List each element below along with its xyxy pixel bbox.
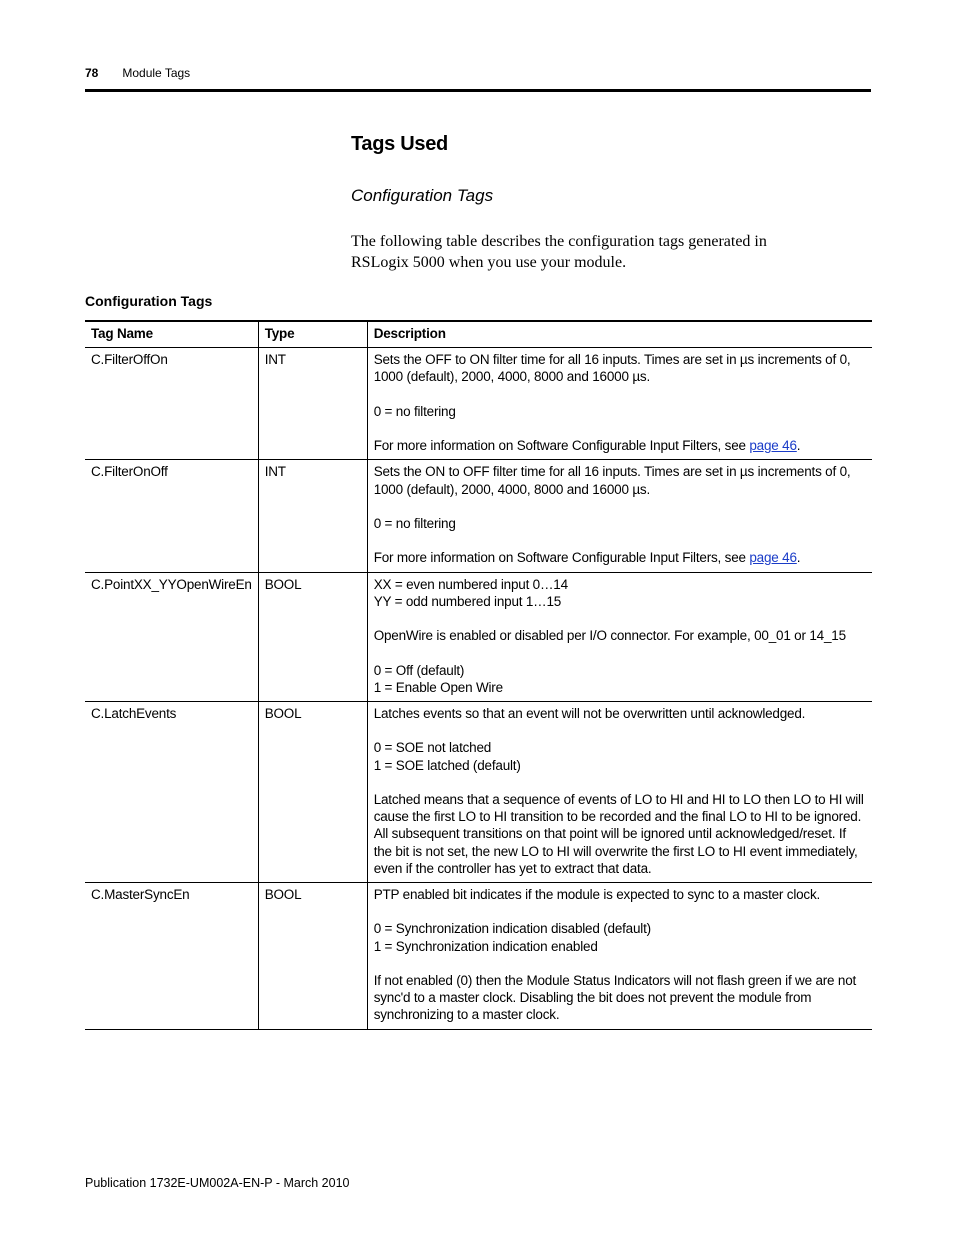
description-text: 0 = no filtering xyxy=(373,403,456,419)
tag-name-cell: C.MasterSyncEn xyxy=(91,886,190,902)
header-description: Description xyxy=(367,321,872,348)
page-link[interactable]: page 46 xyxy=(749,438,797,454)
type-cell: BOOL xyxy=(258,882,367,1029)
table-row xyxy=(85,701,872,882)
page-title: Tags Used xyxy=(351,133,448,155)
description-text: OpenWire is enabled or disabled per I/O connector. For example, 00_01 or 14_15 xyxy=(373,628,846,644)
tag-name-cell: C.FilterOnOff xyxy=(91,464,168,480)
header-tag-name: Tag Name xyxy=(91,326,153,341)
description-text: For more information on Software Configurable Input Filters, see page 46. xyxy=(373,438,801,454)
description-text: XX = even numbered input 0…14 YY = odd numbered input 1…15 xyxy=(373,576,568,609)
type-cell: INT xyxy=(258,348,367,460)
description-text: Latches events so that an event will not be overwritten until acknowledged. xyxy=(373,705,806,721)
page-link[interactable]: page 46 xyxy=(749,550,797,566)
type-cell: INT xyxy=(258,460,367,572)
description-text: 0 = Off (default) 1 = Enable Open Wire xyxy=(373,662,503,695)
description-text: PTP enabled bit indicates if the module is expected to sync to a master clock. xyxy=(373,886,821,902)
header-type: Type xyxy=(258,321,367,348)
description-text: Latched means that a sequence of events of LO to HI and HI to LO then LO to HI will cause the first LO to HI transition to be recorded and the final LO to HI to be ignored. All subsequent transitions on that point will be ignored until acknowledged/reset. If the bit is not set, the new LO to HI will overwrite the first LO to HI event immediately, even if the controller has yet to extract that data. xyxy=(373,791,864,876)
page-header xyxy=(85,66,871,80)
section-subtitle: Configuration Tags xyxy=(351,186,494,205)
description-text: Sets the ON to OFF filter time for all 16 inputs. Times are set in µs increments of 0, 1000 (default), 2000, 4000, 8000 and 16000 µs. xyxy=(373,464,851,497)
table-row xyxy=(85,572,872,701)
table-row xyxy=(85,460,872,572)
tag-name-cell: C.LatchEvents xyxy=(91,705,177,721)
description-text: If not enabled (0) then the Module Status Indicators will not flash green if we are not sync'd to a master clock. Disabling the bit does not prevent the module from synchronizing to a master clock. xyxy=(373,972,857,1023)
configuration-tags-table xyxy=(85,320,872,1030)
table-caption: Configuration Tags xyxy=(85,293,213,309)
type-cell: BOOL xyxy=(258,572,367,701)
tag-name-cell: C.FilterOffOn xyxy=(91,352,168,368)
description-cell xyxy=(367,348,872,460)
type-cell: BOOL xyxy=(258,701,367,882)
tag-name-cell: C.PointXX_YYOpenWireEn xyxy=(91,576,252,592)
description-text: For more information on Software Configurable Input Filters, see page 46. xyxy=(373,550,801,566)
page-number: 78 xyxy=(85,66,99,80)
description-cell xyxy=(367,460,872,572)
description-cell xyxy=(367,882,872,1029)
table-row xyxy=(85,882,872,1029)
table-row xyxy=(85,348,872,460)
description-cell xyxy=(367,572,872,701)
table-header-row xyxy=(85,321,872,348)
header-rule xyxy=(85,89,871,92)
description-cell xyxy=(367,701,872,882)
description-text: 0 = no filtering xyxy=(373,515,456,531)
section-name: Module Tags xyxy=(122,66,191,80)
description-text: 0 = Synchronization indication disabled (default) 1 = Synchronization indication enabled xyxy=(373,921,651,954)
description-text: 0 = SOE not latched 1 = SOE latched (default) xyxy=(373,740,521,773)
description-text: Sets the OFF to ON filter time for all 16 inputs. Times are set in µs increments of 0, 1000 (default), 2000, 4000, 8000 and 16000 µs. xyxy=(373,352,851,385)
intro-paragraph: The following table describes the configuration tags generated in RSLogix 5000 when you use your module. xyxy=(351,233,767,271)
page-footer: Publication 1732E-UM002A-EN-P - March 2010 xyxy=(85,1176,350,1190)
